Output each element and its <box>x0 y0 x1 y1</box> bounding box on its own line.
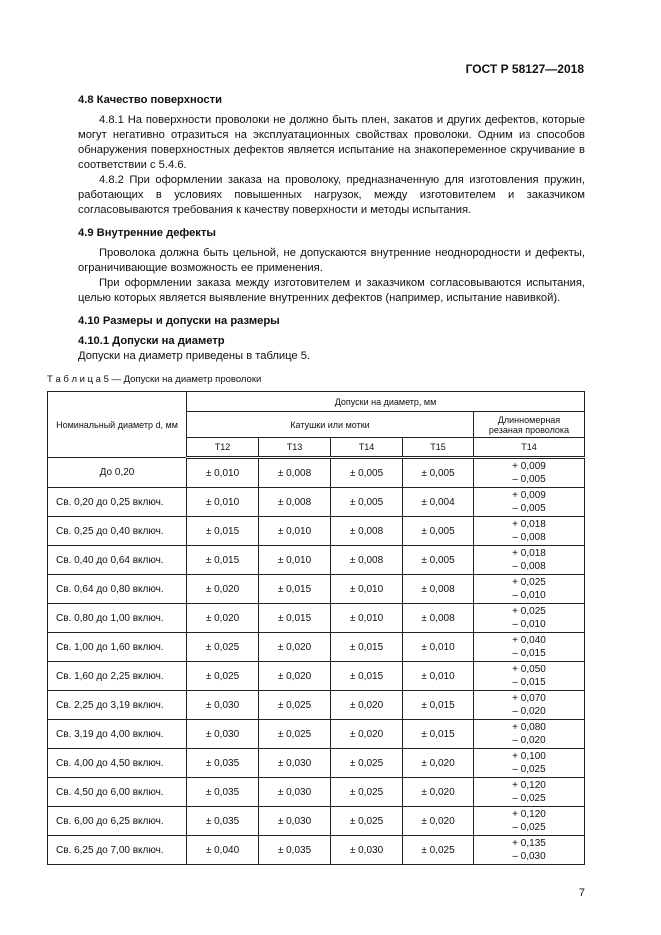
tolerance-cell: ± 0,030 <box>259 807 331 836</box>
upper-deviation: + 0,135 <box>512 838 546 849</box>
table-row <box>48 575 585 604</box>
tolerance-cell: ± 0,008 <box>403 575 474 604</box>
tolerance-cell: ± 0,025 <box>331 749 403 778</box>
tolerance-cell: ± 0,015 <box>259 575 331 604</box>
lower-deviation: – 0,010 <box>512 619 546 630</box>
table-row <box>48 604 585 633</box>
tolerance-cell: ± 0,020 <box>187 604 259 633</box>
upper-deviation: + 0,070 <box>512 693 546 704</box>
nominal-diameter-cell: Св. 3,19 до 4,00 включ. <box>48 720 187 749</box>
section-heading: 4.10 Размеры и допуски на размеры <box>78 315 280 327</box>
header-class: Т14 <box>474 438 585 458</box>
lower-deviation: – 0,005 <box>512 503 546 514</box>
cut-wire-tolerance-cell <box>474 778 585 807</box>
header-class: Т12 <box>187 438 259 458</box>
tolerance-cell: ± 0,025 <box>259 720 331 749</box>
diameter-tolerance-table <box>47 391 585 865</box>
upper-deviation: + 0,009 <box>512 490 546 501</box>
upper-deviation: + 0,040 <box>512 635 546 646</box>
section-4-8 <box>78 93 585 218</box>
lower-deviation: – 0,015 <box>512 677 546 688</box>
nominal-diameter-cell: Св. 1,00 до 1,60 включ. <box>48 633 187 662</box>
upper-deviation: + 0,025 <box>512 577 546 588</box>
nominal-diameter-cell: Св. 2,25 до 3,19 включ. <box>48 691 187 720</box>
tolerance-cell: ± 0,020 <box>403 807 474 836</box>
document-header: ГОСТ Р 58127—2018 <box>465 62 584 76</box>
tolerance-cell: ± 0,008 <box>331 517 403 546</box>
table-row <box>48 458 585 488</box>
header-class: Т15 <box>403 438 474 458</box>
tolerance-cell: ± 0,010 <box>331 604 403 633</box>
cut-wire-tolerance-cell <box>474 575 585 604</box>
page-number: 7 <box>578 887 585 899</box>
tolerance-cell: ± 0,004 <box>403 488 474 517</box>
paragraph: Проволока должна быть цельной, не допускаются внутренние неоднородности и дефекты, ограничивающие возможность ее применения. <box>78 247 585 274</box>
lower-deviation: – 0,010 <box>512 590 546 601</box>
tolerance-cell: ± 0,008 <box>331 546 403 575</box>
upper-deviation: + 0,050 <box>512 664 546 675</box>
nominal-diameter-cell: Св. 1,60 до 2,25 включ. <box>48 662 187 691</box>
lower-deviation: – 0,030 <box>512 851 546 862</box>
section-4-9 <box>78 226 585 306</box>
table-caption: Т а б л и ц а 5 — Допуски на диаметр проволоки <box>47 374 262 385</box>
upper-deviation: + 0,018 <box>512 519 546 530</box>
lower-deviation: – 0,008 <box>512 532 546 543</box>
tolerance-cell: ± 0,015 <box>187 517 259 546</box>
section-4-10 <box>78 314 585 364</box>
lower-deviation: – 0,020 <box>512 735 546 746</box>
tolerance-cell: ± 0,020 <box>403 749 474 778</box>
tolerance-cell: ± 0,015 <box>403 691 474 720</box>
tolerance-cell: ± 0,010 <box>259 517 331 546</box>
tolerance-cell: ± 0,020 <box>187 575 259 604</box>
tolerance-cell: ± 0,030 <box>259 778 331 807</box>
lower-deviation: – 0,025 <box>512 793 546 804</box>
tolerance-cell: ± 0,015 <box>187 546 259 575</box>
cut-wire-tolerance-cell <box>474 546 585 575</box>
tolerance-cell: ± 0,020 <box>331 720 403 749</box>
lower-deviation: – 0,005 <box>512 474 546 485</box>
upper-deviation: + 0,120 <box>512 809 546 820</box>
tolerance-cell: ± 0,010 <box>259 546 331 575</box>
table-row <box>48 633 585 662</box>
tolerance-cell: ± 0,020 <box>331 691 403 720</box>
tolerance-cell: ± 0,005 <box>403 517 474 546</box>
tolerance-cell: ± 0,040 <box>187 836 259 865</box>
table-row <box>48 778 585 807</box>
cut-wire-tolerance-cell <box>474 749 585 778</box>
cut-wire-tolerance-cell <box>474 720 585 749</box>
header-cut-wire: Длинномерная резаная проволока <box>474 412 585 438</box>
nominal-diameter-cell: Св. 6,25 до 7,00 включ. <box>48 836 187 865</box>
tolerance-cell: ± 0,010 <box>331 575 403 604</box>
tolerance-cell: ± 0,025 <box>331 807 403 836</box>
tolerance-cell: ± 0,008 <box>259 458 331 488</box>
tolerance-cell: ± 0,035 <box>187 778 259 807</box>
nominal-diameter-cell: Св. 0,20 до 0,25 включ. <box>48 488 187 517</box>
cut-wire-tolerance-cell <box>474 807 585 836</box>
nominal-diameter-cell: Св. 0,40 до 0,64 включ. <box>48 546 187 575</box>
tolerance-cell: ± 0,030 <box>187 691 259 720</box>
cut-wire-tolerance-cell <box>474 662 585 691</box>
tolerance-cell: ± 0,035 <box>187 807 259 836</box>
nominal-diameter-cell: Св. 4,50 до 6,00 включ. <box>48 778 187 807</box>
table-row <box>48 749 585 778</box>
cut-wire-tolerance-cell <box>474 633 585 662</box>
table-row <box>48 662 585 691</box>
paragraph: Допуски на диаметр приведены в таблице 5. <box>78 350 311 362</box>
header-class: Т13 <box>259 438 331 458</box>
tolerance-cell: ± 0,015 <box>331 633 403 662</box>
tolerance-cell: ± 0,035 <box>259 836 331 865</box>
paragraph: При оформлении заказа между изготовителем и заказчиком согласовываются испытания, целью которых является выявление внутренних дефектов (например, испытание навивкой). <box>78 277 585 304</box>
nominal-diameter-cell: Св. 6,00 до 6,25 включ. <box>48 807 187 836</box>
table-row <box>48 836 585 865</box>
subsection-heading: 4.10.1 Допуски на диаметр <box>78 335 225 347</box>
upper-deviation: + 0,120 <box>512 780 546 791</box>
tolerance-cell: ± 0,020 <box>403 778 474 807</box>
upper-deviation: + 0,009 <box>512 461 546 472</box>
tolerance-cell: ± 0,030 <box>259 749 331 778</box>
tolerance-cell: ± 0,010 <box>403 633 474 662</box>
tolerance-cell: ± 0,008 <box>259 488 331 517</box>
tolerance-cell: ± 0,030 <box>331 836 403 865</box>
table-row <box>48 720 585 749</box>
table-row <box>48 546 585 575</box>
cut-wire-tolerance-cell <box>474 517 585 546</box>
tolerance-cell: ± 0,010 <box>187 458 259 488</box>
table-row <box>48 517 585 546</box>
nominal-diameter-cell: Св. 0,25 до 0,40 включ. <box>48 517 187 546</box>
tolerance-cell: ± 0,015 <box>403 720 474 749</box>
section-heading: 4.9 Внутренние дефекты <box>78 227 216 239</box>
cut-wire-tolerance-cell <box>474 488 585 517</box>
paragraph: 4.8.2 При оформлении заказа на проволоку, предназначенную для изготовления пружин, работающих в условиях повышенных нагрузок, между изготовителем и заказчиком согласовываются требования к качеству поверхности и методы испытания. <box>78 174 585 216</box>
header-coils: Катушки или мотки <box>187 412 474 438</box>
upper-deviation: + 0,100 <box>512 751 546 762</box>
tolerance-cell: ± 0,035 <box>187 749 259 778</box>
nominal-diameter-cell: Св. 4,00 до 4,50 включ. <box>48 749 187 778</box>
upper-deviation: + 0,018 <box>512 548 546 559</box>
tolerance-cell: ± 0,015 <box>331 662 403 691</box>
cut-wire-tolerance-cell <box>474 458 585 488</box>
tolerance-cell: ± 0,008 <box>403 604 474 633</box>
nominal-diameter-cell: Св. 0,64 до 0,80 включ. <box>48 575 187 604</box>
tolerance-cell: ± 0,005 <box>331 458 403 488</box>
header-nominal-diameter: Номинальный диаметр d, мм <box>48 392 187 458</box>
paragraph: 4.8.1 На поверхности проволоки не должно быть плен, закатов и других дефектов, которые могут негативно отразиться на эксплуатационных свойствах проволоки. Одним из способов обнаружения поверхностных дефектов является испытание на знакопеременное скручивание в соответствии с 5.4.6. <box>78 114 585 171</box>
lower-deviation: – 0,025 <box>512 822 546 833</box>
tolerance-cell: ± 0,005 <box>403 546 474 575</box>
tolerance-cell: ± 0,020 <box>259 662 331 691</box>
tolerance-cell: ± 0,025 <box>403 836 474 865</box>
cut-wire-tolerance-cell <box>474 604 585 633</box>
lower-deviation: – 0,020 <box>512 706 546 717</box>
header-class: Т14 <box>331 438 403 458</box>
tolerance-cell: ± 0,005 <box>331 488 403 517</box>
lower-deviation: – 0,015 <box>512 648 546 659</box>
lower-deviation: – 0,025 <box>512 764 546 775</box>
section-heading: 4.8 Качество поверхности <box>78 94 222 106</box>
tolerance-cell: ± 0,010 <box>403 662 474 691</box>
cut-wire-tolerance-cell <box>474 691 585 720</box>
table-row <box>48 691 585 720</box>
lower-deviation: – 0,008 <box>512 561 546 572</box>
nominal-diameter-cell: До 0,20 <box>48 458 187 488</box>
tolerance-cell: ± 0,025 <box>331 778 403 807</box>
cut-wire-tolerance-cell <box>474 836 585 865</box>
tolerance-cell: ± 0,015 <box>259 604 331 633</box>
header-tolerance-group: Допуски на диаметр, мм <box>187 392 585 412</box>
table-row <box>48 807 585 836</box>
upper-deviation: + 0,025 <box>512 606 546 617</box>
upper-deviation: + 0,080 <box>512 722 546 733</box>
tolerance-cell: ± 0,020 <box>259 633 331 662</box>
tolerance-cell: ± 0,010 <box>187 488 259 517</box>
tolerance-cell: ± 0,005 <box>403 458 474 488</box>
tolerance-cell: ± 0,025 <box>259 691 331 720</box>
table-row <box>48 488 585 517</box>
tolerance-cell: ± 0,025 <box>187 633 259 662</box>
tolerance-cell: ± 0,030 <box>187 720 259 749</box>
nominal-diameter-cell: Св. 0,80 до 1,00 включ. <box>48 604 187 633</box>
tolerance-cell: ± 0,025 <box>187 662 259 691</box>
